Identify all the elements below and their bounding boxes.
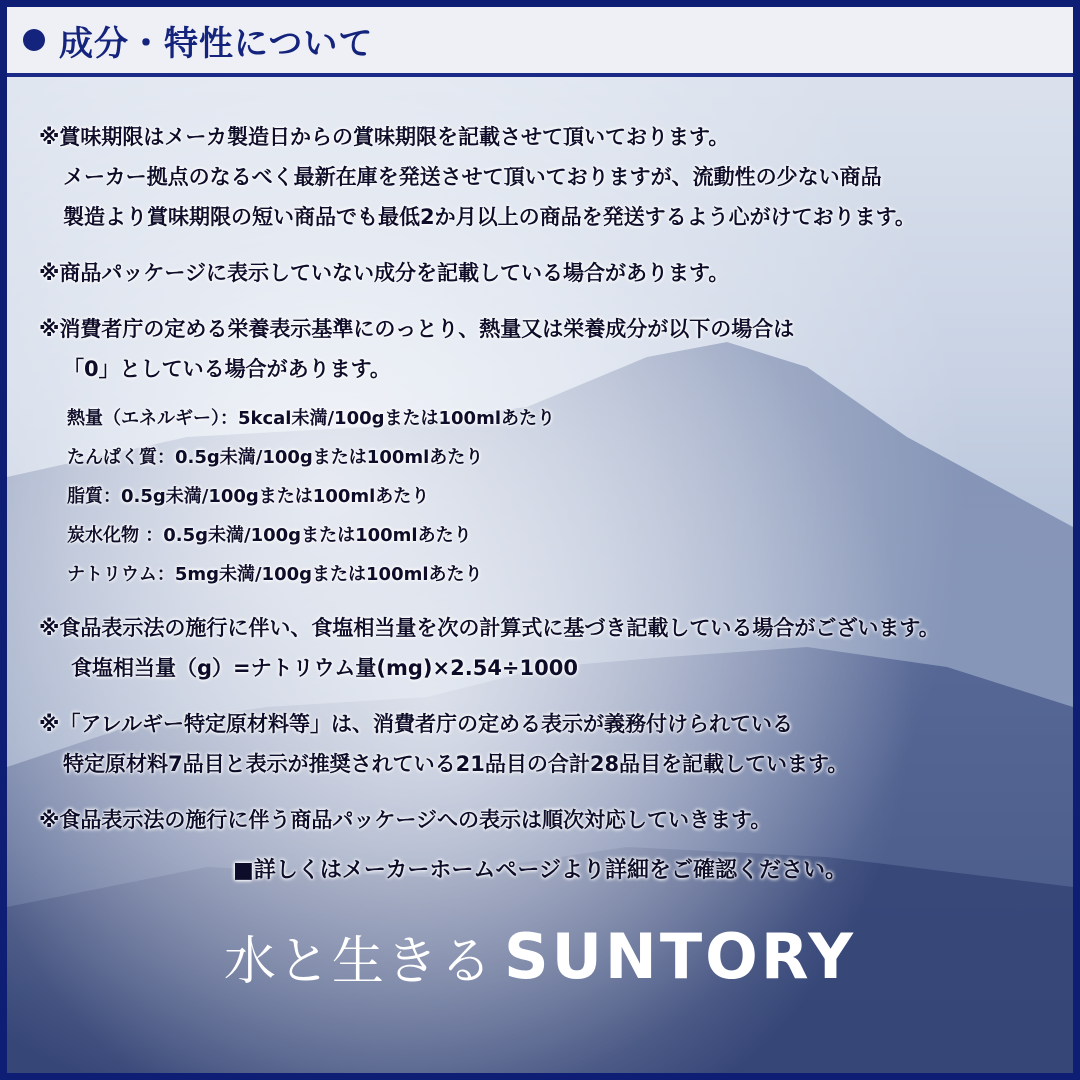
nutrition-note-line-1: ※消費者庁の定める栄養表示基準にのっとり、熱量又は栄養成分が以下の場合は	[39, 317, 795, 341]
section-title: 成分・特性について	[59, 23, 374, 64]
salt-formula: 食塩相当量（g）=ナトリウム量(mg)×2.54÷1000	[71, 656, 578, 680]
section-header	[7, 7, 1073, 77]
brand-tagline: 水と生きる	[223, 932, 494, 992]
nutrition-note	[39, 309, 1053, 389]
expiry-note	[39, 117, 1053, 237]
allergy-note-line-2: 特定原材料7品目と表示が推奨されている21品目の合計28品目を記載しています。	[63, 752, 849, 776]
ingredients-note: ※商品パッケージに表示していない成分を記載している場合があります。	[39, 261, 730, 285]
expiry-note-line-1: ※賞味期限はメーカ製造日からの賞味期限を記載させて頂いております。	[39, 125, 730, 149]
nutrient-carbohydrate: 炭水化物 ：0.5g未満/100gまたは100mlあたり	[67, 525, 472, 546]
nutrient-sodium: ナトリウム：5mg未満/100gまたは100mlあたり	[67, 564, 483, 585]
nutrient-energy: 熱量（エネルギー）：5kcal未満/100gまたは100mlあたり	[67, 408, 556, 429]
nutrient-fat: 脂質：0.5g未満/100gまたは100mlあたり	[67, 486, 430, 507]
brand-logo	[7, 919, 1073, 994]
nutrient-protein: たんぱく質：0.5g未満/100gまたは100mlあたり	[67, 447, 484, 468]
nutrient-threshold-list	[39, 399, 1053, 594]
notes-list	[39, 117, 1053, 840]
manufacturer-details-note: ■詳しくはメーカーホームページより詳細をご確認ください。	[233, 858, 847, 883]
bullet-icon	[23, 29, 45, 51]
nutrition-note-line-2: 「0」としている場合があります。	[63, 357, 391, 381]
expiry-note-line-3: 製造より賞味期限の短い商品でも最低2か月以上の商品を発送するよう心がけております。	[63, 205, 916, 229]
salt-note: ※食品表示法の施行に伴い、食塩相当量を次の計算式に基づき記載している場合がございます。	[39, 616, 940, 640]
allergy-note-line-1: ※「アレルギー特定原材料等」は、消費者庁の定める表示が義務付けられている	[39, 712, 794, 736]
expiry-note-line-2: メーカー拠点のなるべく最新在庫を発送させて頂いておりますが、流動性の少ない商品	[63, 165, 882, 189]
allergy-note	[39, 704, 1053, 784]
brand-name: SUNTORY	[503, 920, 857, 993]
packaging-note: ※食品表示法の施行に伴う商品パッケージへの表示は順次対応していきます。	[39, 808, 772, 832]
